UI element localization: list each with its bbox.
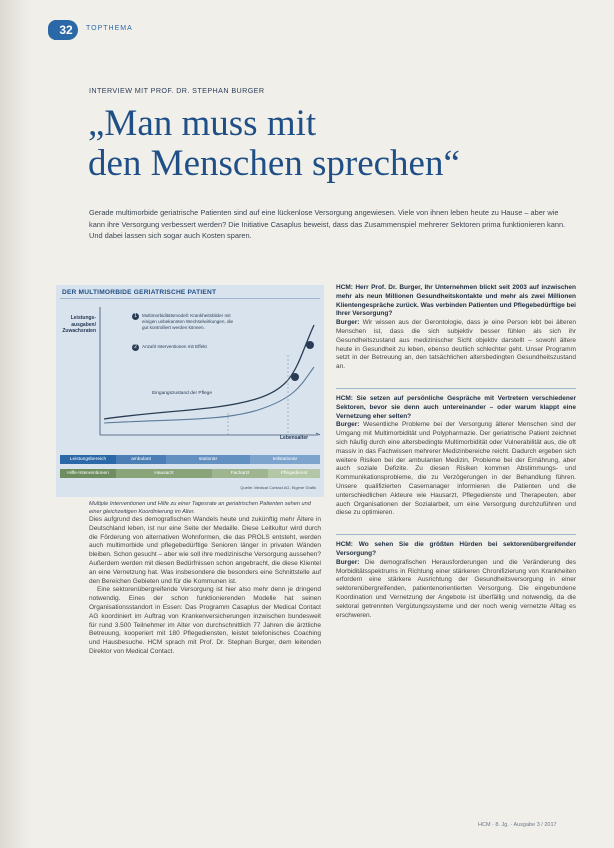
body-left-column [89, 516, 321, 657]
answer-1-text: Wir wissen aus der Gerontologie, dass je eine Person lebt bei älteren Menschen ist, dass die sich subjektiv besser fühlen als sich ihr Gesundheitszustand aus medizinischer Sicht objektiv darstellt – sowohl ältere heute in Gesundheit zu leben, ebenso deutlich schlechter geht. Unser Programm setzt in der Betreuung an, den tatsächlichen altersbedingten Gesundheitszustand an. [336, 319, 576, 371]
section-label: TOPTHEMA [86, 25, 133, 32]
body-paragraph-2: Eine sektorenübergreifende Versorgung ist hier also mehr denn je dringend notwendig. Eines der schon funktionierenden Modelle hat seinen Organisationsstandort in Essen: Das Programm Casaplus der Medical Contact AG koordiniert im Auftrag von Krankenversicherungen inzwischen bundesweit für rund 3.500 Teilnehmer im Alter von durchschnittlich 77 Jahren die ärztliche Betreuung, kooperiert mit 180 Pflegediensten, leistet telefonisches Coaching und Hausbesuche. HCM sprach mit Prof. Dr. Stephan Burger, dem leitenden Direktor von Medical Contact. [89, 586, 321, 655]
chart-band-2 [60, 469, 320, 478]
answer-2-text: Wesentliche Probleme bei der Versorgung älterer Menschen sind der Umgang mit Multimorbidität und Polypharmazie. Der geriatrische Patient zeichnet sich häufig durch eine altersbedingte Multimorbidität oder Vulnerabilität aus, die oft massiv in das Fachwissen mehrerer Medizinbereiche reicht. Dadurch ergeben sich weitere Risiken bei der ambulanten Medizin, Probleme bei der Ernährung, aber auch soziale Defizite. Zu diesen Risiken kommen Abstimmungs- und Kommunikationsprobleme, die zu Verzögerungen in der Behandlung führen. Unsere qualifizierten Casemanager informieren die Patienten und die unterschiedlichen Akteure wie Hausarzt, Pflegedienste und Therapeuten, aber auch Organisationen der Sozialarbeit, um eine Versorgung durchzuführen und diese zu optimieren. [336, 421, 576, 517]
interview-question-2: HCM: Sie setzen auf persönliche Gespräche mit Vertretern verschiedener Sektoren, bevor sie denn auch untereinander – oder warum klappt eine Vernetzung eher selten? [336, 394, 576, 420]
band-2-segment-1: Hausarzt [116, 469, 212, 478]
interview-question-3: HCM: Wo sehen Sie die größten Hürden bei sektorenübergreifender Versorgung? [336, 541, 576, 557]
interview-question-1: HCM: Herr Prof. Dr. Burger, Ihr Unternehmen blickt seit 2003 auf inzwischen mehr als neun Millionen Gesundheitskontakte und mehr als zwei Millionen Klientengespräche zurück. Was verbinden Patienten und Pflegebedürftige bei Ihrer Versorgung? [336, 284, 576, 318]
page-number: 32 [54, 20, 78, 40]
band-1-segment-3: teilstationär [250, 455, 320, 464]
answer-2-speaker: Burger: [336, 421, 360, 429]
body-paragraph-1: Dies aufgrund des demografischen Wandels heute und zukünftig mehr Ältere in Deutschland leben, ist nur eine Seite der Medaille. Diese Leitkultur wird durch die Förderung von alternativen Wohnformen, die das PROLS entsteht, werden auch multimorbide und pflegebedürftige Senioren länger in privaten Wänden bleiben. Schon gesucht – aber wie soll ihre medizinische Versorgung aussehen? Außerdem werden mit diesen Bedürfnissen schon angebracht, die diese Klientel an eine Vernetzung hat. Was insbesondere die besonders eine Schnittstelle auf den Bereichen Gebieten und für die Kommunen ist. [89, 516, 321, 585]
chart-footnote: Quelle: Medical Contact AG, Eigene Grafik [240, 485, 316, 490]
page-shadow [0, 0, 30, 848]
chart-title: DER MULTIMORBIDE GERIATRISCHE PATIENT [62, 289, 217, 296]
chart-legend-marker-1: 1 [132, 313, 139, 320]
answer-1-speaker: Burger: [336, 319, 360, 327]
band-1-label: Leistungsbereich [60, 455, 116, 464]
article-headline [88, 104, 548, 184]
section-rule [336, 534, 576, 535]
headline-line-2: den Menschen sprechen“ [88, 143, 460, 184]
page-footer: HCM · 8. Jg. · Ausgabe 3 / 2017 [478, 822, 557, 828]
answer-3-text: Die demografischen Herausforderungen und die Veränderung des Morbiditätsspektrums in Richtung einer stärkeren Chronifizierung von Krankheiten erfordern eine stärkere Ausrichtung der Gesundheitsversorgung in einer sektorenübergreifenden, patientenorientierten Versorgung. Die eingebundene Koordination und Vernetzung der Angebote ist überfällig und notwendig, da die sektoral getrennten Vergütungssysteme und der noch wenig vernetzte Alltag es erschweren. [336, 558, 576, 619]
chart-legend-text-2: Anzahl Interventionen mit Effekt [142, 344, 207, 349]
infographic-chart [56, 285, 324, 497]
chart-curve-1 [104, 325, 314, 419]
chart-band-1 [60, 455, 320, 464]
section-rule [336, 388, 576, 389]
chart-y-label: Leistungs-ausgaben/ Zuwachsraten [62, 315, 96, 334]
chart-x-label: Lebensalter [280, 435, 309, 441]
chart-marker-dot-1 [291, 373, 299, 381]
chart-legend-text-1: Multimorbiditätsmodell: Krankheitsbilder mit einigen unbekannten Wechselwirkungen, die gut kontrolliert werden können. [142, 313, 234, 330]
spacer [336, 518, 576, 532]
chart-legend-marker-2: 2 [132, 344, 139, 351]
band-1-segment-2: stationär [166, 455, 250, 464]
chart-marker-dot-2 [306, 341, 314, 349]
chart-caption: Multiple Interventionen und Hilfe zu einer Tagesrate an geriatrischen Patienten sehen und einer gleichzeitigen Koordinierung im Alter. [89, 501, 311, 515]
interview-answer-2 [336, 421, 576, 518]
spacer [336, 372, 576, 386]
interview-answer-3 [336, 559, 576, 621]
article-lead: Gerade multimorbide geriatrische Patienten sind auf eine lückenlose Versorgung angewiesen. Viele von ihnen leben heute zu Hause – aber wie kann ihre Versorgung verbessert werden? Die Initiative Casaplus beweist, dass das Zusammenspiel mehrerer Sektoren prima funktionieren kann. Und dabei lassen sich sogar auch Kosten sparen. [89, 208, 566, 241]
band-2-label: Hilfe-Interventionen [60, 469, 116, 478]
article-kicker: INTERVIEW MIT PROF. DR. STEPHAN BURGER [89, 86, 265, 95]
band-2-segment-3: Pflegedienst [268, 469, 320, 478]
headline-line-1: „Man muss mit [88, 103, 317, 144]
chart-annotation: Eingangszustand der Pflege [152, 391, 213, 396]
interview-answer-1 [336, 319, 576, 372]
band-1-segment-1: ambulant [116, 455, 166, 464]
band-2-segment-2: Facharzt [212, 469, 268, 478]
interview-column [336, 284, 576, 620]
answer-3-speaker: Burger: [336, 558, 360, 566]
